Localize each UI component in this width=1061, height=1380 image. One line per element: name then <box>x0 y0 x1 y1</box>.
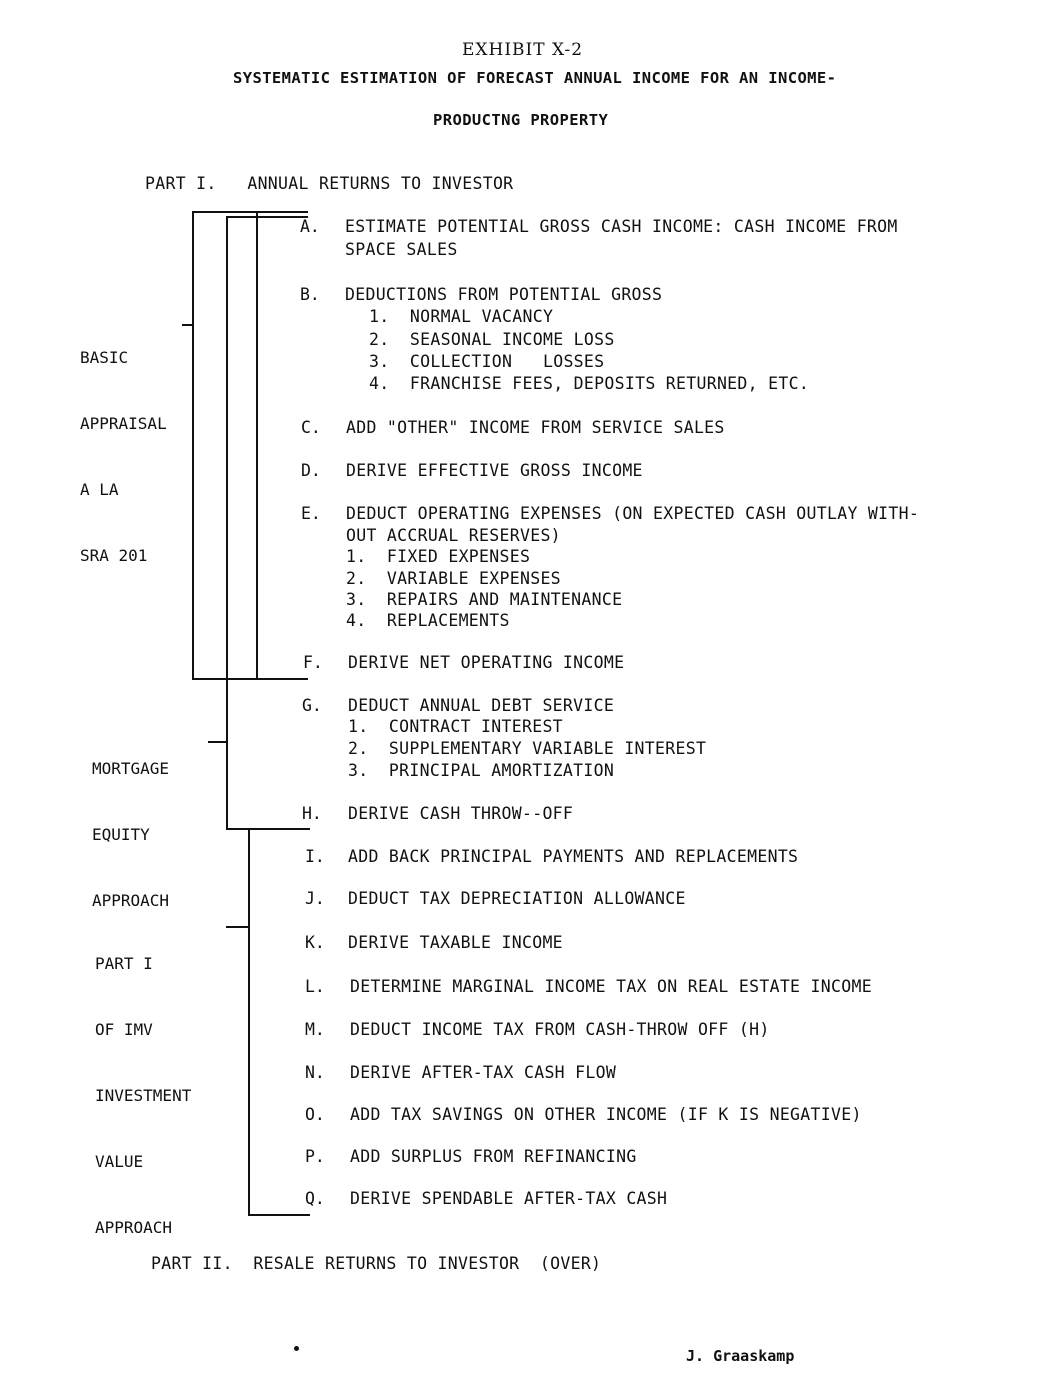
item-letter: E. <box>301 504 321 523</box>
item-letter: J. <box>305 889 325 908</box>
document-page: EXHIBIT X-2 SYSTEMATIC ESTIMATION OF FORECAST ANNUAL INCOME FOR AN INCOME- PRODUCTNG PROPERTY PART I. ANNUAL RETURNS TO INVESTOR BASIC APPRAISAL A LA SRA 201 MORTGAGE EQUITY APPROACH PART I OF IMV INVESTMENT VALUE APPROACH A. ESTIMATE POTENTIAL GROSS CASH INCOME: CASH INCOME FROM SPACE SALES B. DEDUCTIONS FROM POTENTIAL GROSS 1. NORMAL VACANCY 2. SEASONAL INCOME LOSS 3. COLLECTION LOSSES 4. FRANCHISE FEES, DEPOSITS RETURNED, ETC. C. ADD "OTHER" INCOME FROM SERVICE SALES D. DERIVE EFFECTIVE GROSS INCOME E. DEDUCT OPERATING EXPENSES (ON EXPECTED CASH OUTLAY WITH- OUT ACCRUAL RESERVES) 1. FIXED EXPENSES 2. VARIABLE EXPENSES 3. REPAIRS AND MAINTENANCE 4. REPLACEMENTS F. DERIVE NET OPERATING INCOME G. DEDUCT ANNUAL DEBT SERVICE 1. CONTRACT INTEREST 2. SUPPLEMENTARY VARIABLE INTEREST 3. PRINCIPAL AMORTIZATION H. DERIVE CASH THROW--OFF I. ADD BACK PRINCIPAL PAYMENTS AND REPLACEMENTS J. DEDUCT TAX DEPRECIATION ALLOWANCE K. DERIVE TAXABLE INCOME L. DETERMINE MARGINAL INCOME TAX ON REAL ESTATE INCOME M. DEDUCT INCOME TAX FROM CASH-THROW OFF (H) N. DERIVE AFTER-TAX CASH FLOW O. ADD TAX SAVINGS ON OTHER INCOME (IF K IS NEGATIVE) P. ADD SURPLUS FROM REFINANCING Q. DERIVE SPENDABLE AFTER-TAX CASH PART II. RESALE RETURNS TO INVESTOR (OVER) J. Graaskamp <box>80 40 920 1365</box>
part-one-heading: PART I. ANNUAL RETURNS TO INVESTOR <box>145 174 514 193</box>
item-letter: P. <box>305 1147 325 1166</box>
basic-appraisal-label: BASIC APPRAISAL A LA SRA 201 <box>80 348 167 565</box>
item-letter: A. <box>300 217 320 236</box>
mortgage-equity-label: MORTGAGE EQUITY APPROACH <box>92 759 170 910</box>
item-letter: D. <box>301 461 321 480</box>
item-letter: F. <box>303 653 323 672</box>
stray-mark <box>294 1346 299 1351</box>
item-letter: I. <box>305 847 325 866</box>
item-letter: O. <box>305 1105 325 1124</box>
item-letter: C. <box>301 418 321 437</box>
item-letter: L. <box>305 977 325 996</box>
item-letter: M. <box>305 1020 325 1039</box>
item-letter: B. <box>300 285 320 304</box>
item-letter: K. <box>305 933 325 952</box>
item-letter: H. <box>302 804 322 823</box>
item-letter: G. <box>302 696 322 715</box>
part-two-heading: PART II. RESALE RETURNS TO INVESTOR (OVER) <box>151 1254 602 1273</box>
item-letter: Q. <box>305 1189 325 1208</box>
item-letter: N. <box>305 1063 325 1082</box>
page-title: SYSTEMATIC ESTIMATION OF FORECAST ANNUAL INCOME FOR AN INCOME- <box>233 69 837 87</box>
page-title-continued: PRODUCTNG PROPERTY <box>433 111 609 129</box>
exhibit-label: EXHIBIT X-2 <box>462 40 584 60</box>
author-signature: J. Graaskamp <box>686 1347 795 1365</box>
investment-value-label: PART I OF IMV INVESTMENT VALUE APPROACH <box>95 954 192 1237</box>
